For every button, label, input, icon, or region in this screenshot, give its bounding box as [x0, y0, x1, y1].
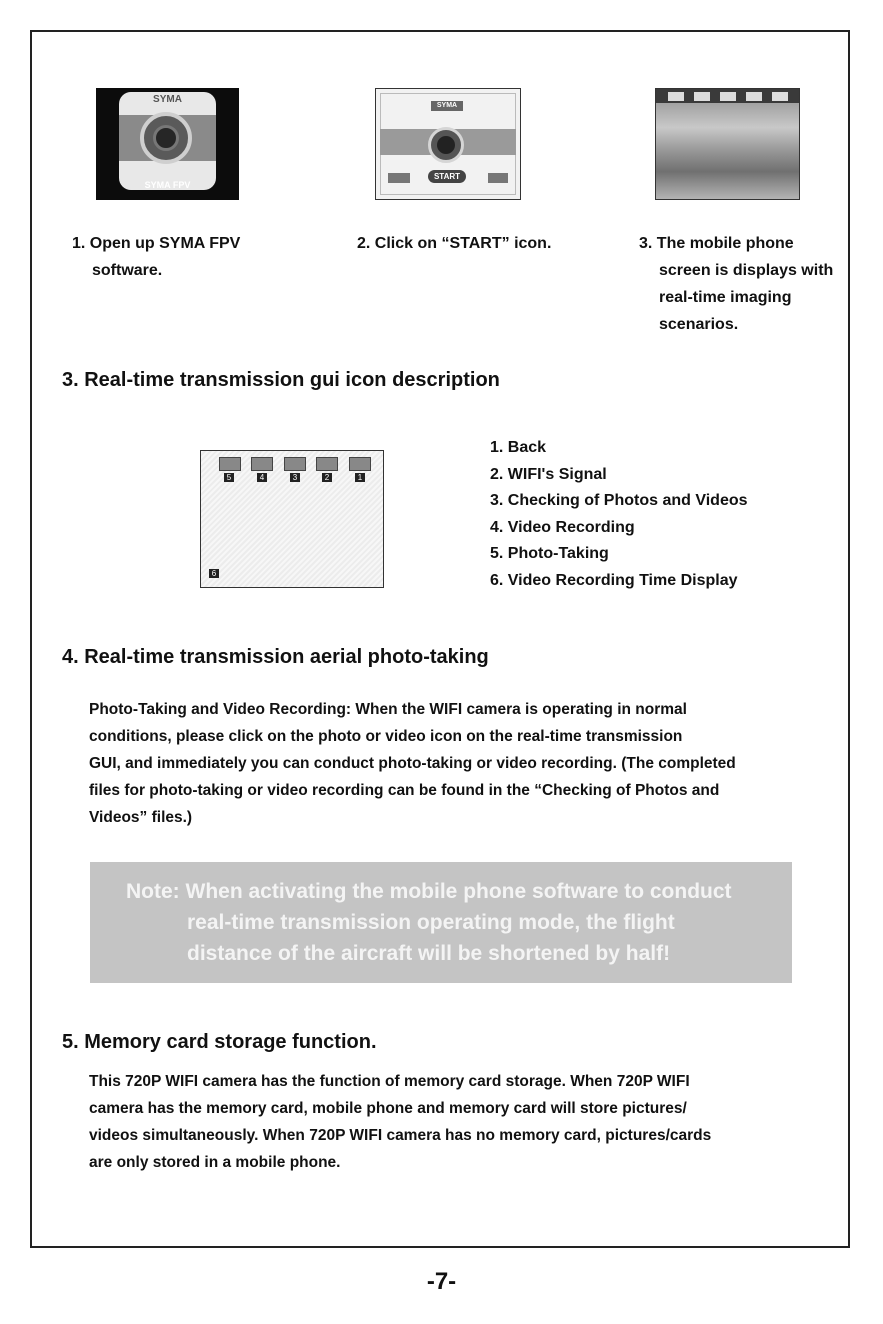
- video-icon: [694, 92, 710, 101]
- section-4-paragraph: Photo-Taking and Video Recording: When the WIFI camera is operating in normal conditions, please click on the photo or video icon on the real-time transmission GUI, and immediately you can conduct photo-taking or video recording. (The completed files for photo-taking or video recording can be found in the “Checking of Photos and Videos” files.): [89, 701, 736, 826]
- app-label: SYMA FPV: [144, 180, 191, 190]
- photo-icon: [219, 457, 241, 471]
- note-line: distance of the aircraft will be shortened by half!: [187, 942, 671, 965]
- step-1: 1. Open up SYMA FPV software.: [72, 235, 241, 279]
- section-5-paragraph: This 720P WIFI camera has the function of memory card storage. When 720P WIFI camera has the memory card, mobile phone and memory card will store pictures/ videos simultaneously. When 720P WIFI camera has no memory card, pictures/cards are only stored in a mobile phone.: [89, 1073, 712, 1171]
- badge-1: 1: [355, 473, 365, 482]
- gallery-icon: [284, 457, 306, 471]
- badge-5: 5: [224, 473, 234, 482]
- right-arrow-icon: [488, 173, 508, 183]
- folder-icon: [720, 92, 736, 101]
- start-brand-badge: SYMA: [431, 101, 463, 111]
- legend-item: 5. Photo-Taking: [490, 545, 609, 562]
- camera-lens-icon: [428, 127, 464, 163]
- back-icon: [772, 92, 788, 101]
- app-brand-text: SYMA: [153, 94, 182, 105]
- legend-item: 4. Video Recording: [490, 518, 635, 536]
- badge-3: 3: [290, 473, 300, 482]
- page-frame: [30, 30, 850, 1248]
- page-number: -7-: [426, 1268, 457, 1295]
- record-icon: [251, 457, 273, 471]
- section-4-heading: 4. Real-time transmission aerial photo-taking: [62, 646, 489, 668]
- live-view-thumbnail: [655, 88, 800, 200]
- badge-6: 6: [209, 569, 219, 578]
- wifi-icon: [746, 92, 762, 101]
- section-5-heading: 5. Memory card storage function.: [62, 1031, 377, 1053]
- note-box: [90, 862, 792, 983]
- badge-4: 4: [257, 473, 267, 482]
- camera-icon: [668, 92, 684, 101]
- legend-item: 2. WIFI's Signal: [490, 465, 607, 483]
- app-icon-thumbnail: [96, 88, 239, 200]
- legend-item: 3. Checking of Photos and Videos: [490, 492, 748, 509]
- back-icon: [349, 457, 371, 471]
- icon-legend: [490, 435, 748, 594]
- step-3: 3. The mobile phone screen is displays with real-time imaging scenarios.: [639, 235, 834, 333]
- legend-item: 1. Back: [490, 439, 547, 456]
- start-screen-thumbnail: [375, 88, 521, 200]
- camera-lens-icon: [140, 112, 192, 164]
- section-3-heading: 3. Real-time transmission gui icon description: [62, 369, 500, 391]
- badge-2: 2: [322, 473, 332, 482]
- gui-diagram: [200, 450, 384, 588]
- step-2: 2. Click on “START” icon.: [357, 235, 552, 252]
- legend-item: 6. Video Recording Time Display: [490, 571, 738, 589]
- left-arrow-icon: [388, 173, 410, 183]
- wifi-icon: [316, 457, 338, 471]
- note-line: real-time transmission operating mode, the flight: [187, 911, 675, 934]
- start-button[interactable]: START: [428, 170, 466, 183]
- note-line: Note: When activating the mobile phone software to conduct: [126, 880, 732, 903]
